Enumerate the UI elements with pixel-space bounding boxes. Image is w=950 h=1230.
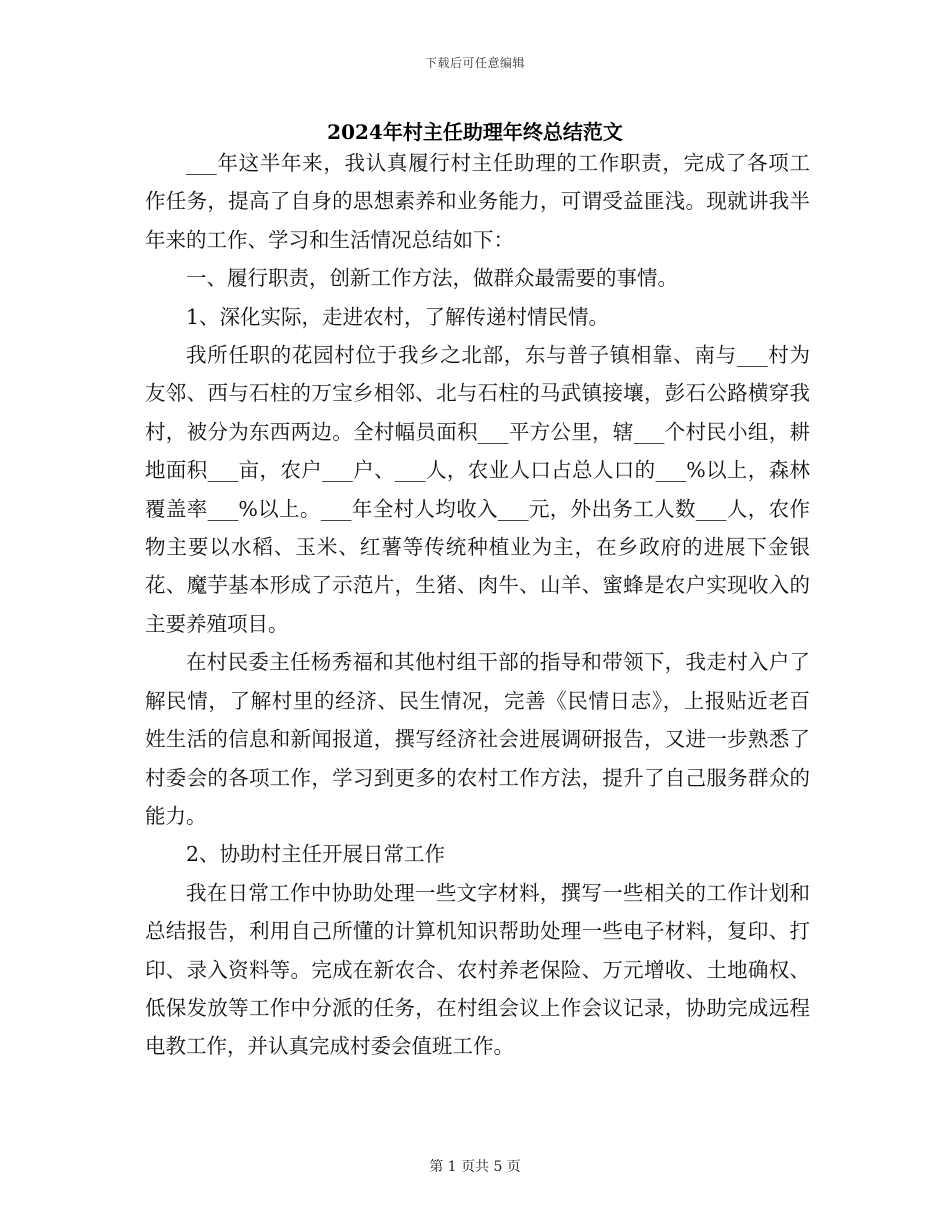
subsection-heading-2: 2、协助村主任开展日常工作 <box>186 842 446 867</box>
page-footer: 第 1 页共 5 页 <box>429 1159 521 1175</box>
paragraph-daily-work: 我在日常工作中协助处理一些文字材料，撰写一些相关的工作计划和总结报告，利用自己所懂的计算机知识帮助处理一些电子材料，复印、打印、录入资料等。完成在新农合、农村养老保险、万元增收、土地确权、低保发放等工作中分派的任务，在村组会议上作会议记录，协助完成远程电教工作，并认真完成村委会值班工作。 <box>145 880 810 1059</box>
document-title: 2024年村主任助理年终总结范文 <box>327 120 623 144</box>
paragraph-intro: ___年这半年来，我认真履行村主任助理的工作职责，完成了各项工作任务，提高了自身的思想素养和业务能力，可谓受益匪浅。现就讲我半年来的工作、学习和生活情况总结如下： <box>145 151 810 252</box>
document-body <box>145 144 810 1066</box>
paragraph-village-overview: 我所任职的花园村位于我乡之北部，东与普子镇相靠、南与___村为友邻、西与石柱的万宝乡相邻、北与石柱的马武镇接壤，彭石公路横穿我村，被分为东西两边。全村幅员面积___平方公里，辖___个村民小组，耕地面积___亩，农户___户、___人，农业人口占总人口的___%以上，森林覆盖率___%以上。___年全村人均收入___元，外出务工人数___人，农作物主要以水稻、玉米、红薯等传统种植业为主，在乡政府的进展下金银花、魔芋基本形成了示范片，生猪、肉牛、山羊、蜜蜂是农户实现收入的主要养殖项目。 <box>145 343 810 636</box>
header-note: 下载后可任意编辑 <box>424 56 525 70</box>
subsection-heading-1: 1、深化实际，走进农村，了解传递村情民情。 <box>186 304 610 329</box>
section-heading-1: 一、履行职责，创新工作方法，做群众最需要的事情。 <box>186 266 678 291</box>
paragraph-field-work: 在村民委主任杨秀福和其他村组干部的指导和带领下，我走村入户了解民情，了解村里的经济、民生情况，完善《民情日志》，上报贴近老百姓生活的信息和新闻报道，撰写经济社会进展调研报告，又进一步熟悉了村委会的各项工作，学习到更多的农村工作方法，提升了自己服务群众的能力。 <box>145 650 810 828</box>
